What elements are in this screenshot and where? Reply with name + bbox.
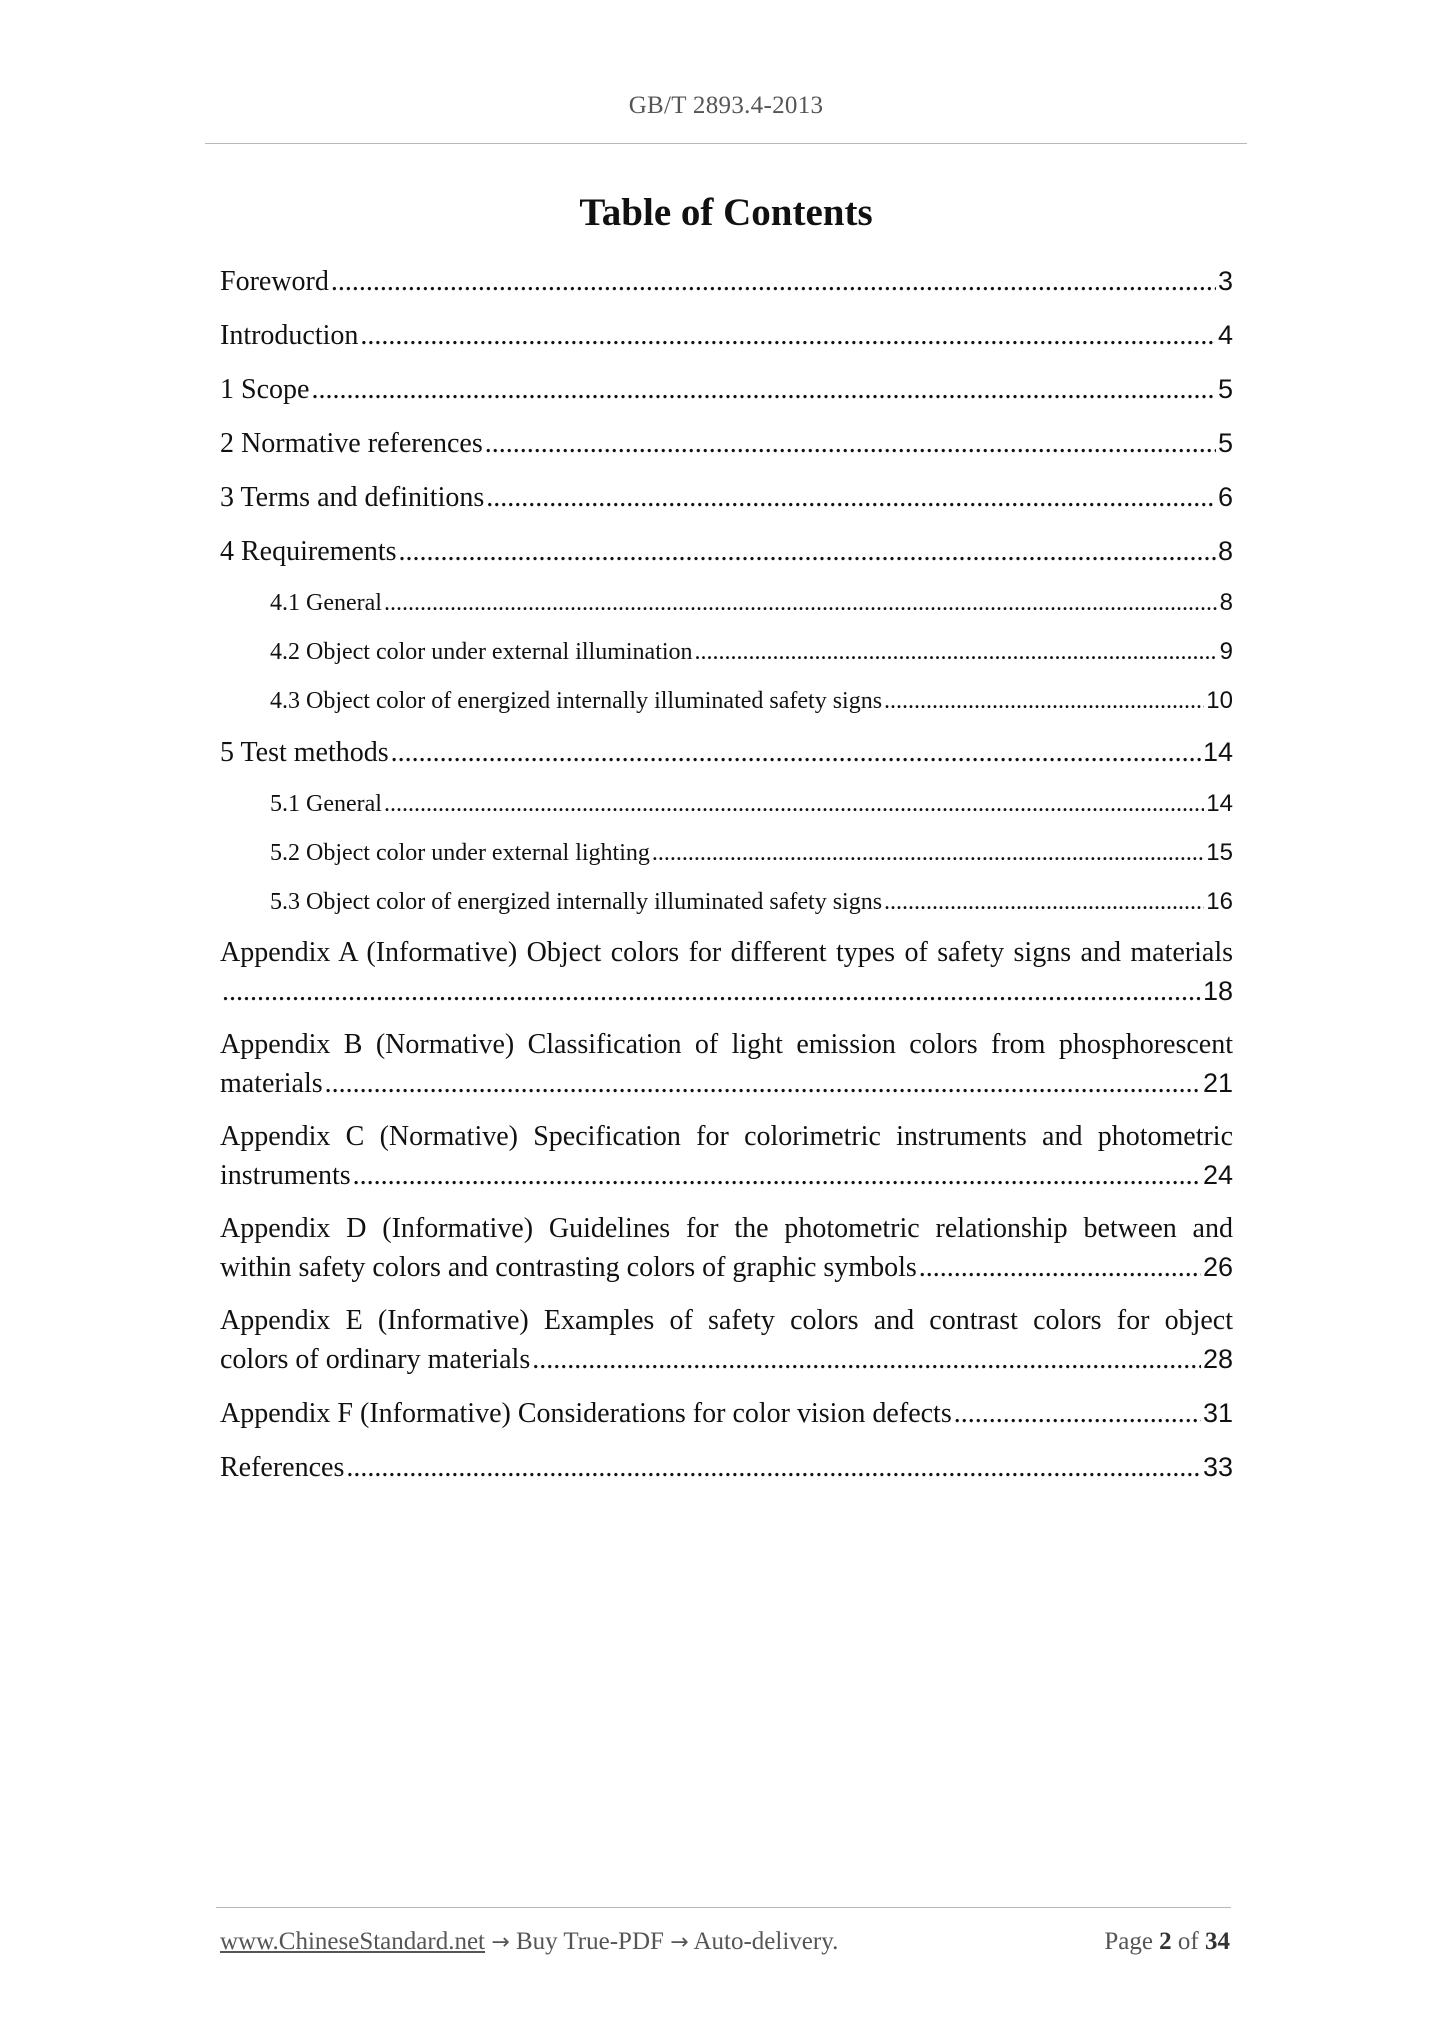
toc-entry-label: Appendix D (Informative) Guidelines for the photometric relationship between and	[220, 1213, 1233, 1244]
page-word: Page	[1104, 1928, 1153, 1955]
toc-page-number: 24	[1202, 1160, 1233, 1190]
dot-leader	[325, 1065, 1201, 1103]
dot-leader	[485, 425, 1216, 463]
toc-entry-label: 4.2 Object color under external illumination	[270, 639, 693, 665]
toc-page-number: 16	[1206, 888, 1233, 915]
toc-page-number: 5	[1217, 374, 1233, 404]
dot-leader	[360, 317, 1216, 355]
toc-entry-label: References	[220, 1452, 345, 1483]
toc-entry-label: 4.3 Object color of energized internally illuminated safety signs	[270, 688, 883, 714]
toc-entry-label: Appendix C (Normative) Specification for colorimetric instruments and photometric	[220, 1121, 1233, 1152]
toc-page-number: 5	[1217, 428, 1233, 458]
footer-divider	[216, 1907, 1231, 1908]
header-divider	[205, 143, 1247, 144]
toc-page-number: 21	[1202, 1068, 1233, 1098]
toc-entry-label-continued: colors of ordinary materials	[220, 1344, 531, 1375]
toc-entry-label: 5.2 Object color under external lighting	[270, 840, 650, 866]
toc-page-number: 14	[1202, 737, 1233, 767]
toc-entry-label: 1 Scope	[220, 374, 310, 405]
dot-leader	[884, 886, 1204, 919]
toc-entry-scope[interactable]	[220, 370, 1233, 409]
toc-entry-foreword[interactable]	[220, 262, 1233, 301]
toc-entry-terms[interactable]	[220, 478, 1233, 517]
dot-leader	[331, 263, 1216, 301]
toc-entry-normative-references[interactable]	[220, 424, 1233, 463]
dot-leader	[884, 685, 1204, 718]
dot-leader	[353, 1157, 1201, 1195]
toc-entry-label: 5 Test methods	[220, 737, 389, 768]
toc-entry-requirements-general[interactable]	[220, 586, 1233, 620]
footer-left	[220, 1928, 838, 1956]
site-link[interactable]: www.ChineseStandard.net	[220, 1928, 485, 1955]
document-number-header: GB/T 2893.4-2013	[628, 92, 824, 119]
dot-leader	[384, 788, 1204, 821]
toc-entry-label: Appendix A (Informative) Object colors for different types of safety signs and materials	[220, 937, 1233, 968]
toc-page-number: 3	[1217, 266, 1233, 296]
right-arrow-icon: →	[491, 1930, 510, 1955]
total-page-count: 34	[1205, 1928, 1230, 1955]
toc-page-number: 8	[1217, 536, 1233, 566]
toc-entry-appendix-c[interactable]	[220, 1118, 1233, 1195]
page-title: Table of Contents	[579, 191, 873, 234]
toc-entry-label: Appendix F (Informative) Considerations for color vision defects	[220, 1398, 952, 1429]
toc-entry-requirements[interactable]	[220, 532, 1233, 571]
dot-leader	[486, 479, 1216, 517]
toc-entry-label: Foreword	[220, 266, 329, 297]
dot-leader	[399, 533, 1216, 571]
table-of-contents	[220, 262, 1233, 1502]
buy-true-pdf-text: Buy True-PDF	[515, 1928, 664, 1955]
toc-entry-appendix-f[interactable]	[220, 1394, 1233, 1433]
toc-entry-test-general[interactable]	[220, 787, 1233, 821]
toc-entry-label: Appendix E (Informative) Examples of safety colors and contrast colors for object	[220, 1305, 1233, 1336]
right-arrow-icon: →	[670, 1930, 689, 1955]
toc-entry-label: 2 Normative references	[220, 428, 483, 459]
toc-page-number: 8	[1219, 589, 1233, 616]
toc-entry-requirements-internal[interactable]	[220, 684, 1233, 718]
toc-entry-label: 5.1 General	[270, 791, 382, 817]
page-footer	[220, 1928, 1230, 1956]
dot-leader	[954, 1395, 1201, 1433]
toc-page-number: 18	[1202, 976, 1233, 1006]
dot-leader	[222, 973, 1201, 1011]
toc-page-number: 9	[1219, 638, 1233, 665]
toc-entry-test-methods[interactable]	[220, 733, 1233, 772]
toc-entry-appendix-e[interactable]	[220, 1302, 1233, 1379]
auto-delivery-text: Auto-delivery.	[693, 1928, 839, 1955]
dot-leader	[652, 837, 1204, 870]
toc-entry-label: 4 Requirements	[220, 536, 397, 567]
toc-page-number: 15	[1206, 839, 1233, 866]
toc-entry-label: 5.3 Object color of energized internally illuminated safety signs	[270, 889, 883, 915]
toc-page-number: 14	[1206, 790, 1233, 817]
dot-leader	[532, 1341, 1201, 1379]
dot-leader	[311, 371, 1216, 409]
toc-entry-appendix-d[interactable]	[220, 1210, 1233, 1287]
toc-entry-references[interactable]	[220, 1448, 1233, 1487]
dot-leader	[695, 636, 1218, 669]
toc-entry-label-continued: materials	[220, 1068, 323, 1099]
toc-page-number: 33	[1202, 1452, 1233, 1482]
toc-page-number: 31	[1202, 1398, 1233, 1428]
toc-entry-test-external[interactable]	[220, 836, 1233, 870]
toc-page-number: 28	[1202, 1344, 1233, 1374]
dot-leader	[919, 1249, 1201, 1287]
toc-entry-label: 4.1 General	[270, 590, 382, 616]
toc-page-number: 6	[1217, 482, 1233, 512]
toc-entry-label-continued: instruments	[220, 1160, 351, 1191]
toc-entry-label-continued: within safety colors and contrasting colors of graphic symbols	[220, 1252, 917, 1283]
current-page-number: 2	[1159, 1928, 1172, 1955]
dot-leader	[346, 1449, 1201, 1487]
toc-entry-label: Appendix B (Normative) Classification of light emission colors from phosphorescent	[220, 1029, 1233, 1060]
dot-leader	[391, 734, 1201, 772]
toc-page-number: 26	[1202, 1252, 1233, 1282]
toc-entry-requirements-external[interactable]	[220, 635, 1233, 669]
toc-entry-label: 3 Terms and definitions	[220, 482, 485, 513]
toc-entry-label: Introduction	[220, 320, 359, 351]
of-word: of	[1177, 1928, 1199, 1955]
toc-page-number: 4	[1217, 320, 1233, 350]
toc-entry-introduction[interactable]	[220, 316, 1233, 355]
toc-entry-test-internal[interactable]	[220, 885, 1233, 919]
toc-entry-appendix-b[interactable]	[220, 1026, 1233, 1103]
toc-page-number: 10	[1206, 687, 1233, 714]
toc-entry-appendix-a[interactable]	[220, 934, 1233, 1011]
dot-leader	[384, 587, 1218, 620]
page-indicator	[1104, 1928, 1230, 1956]
